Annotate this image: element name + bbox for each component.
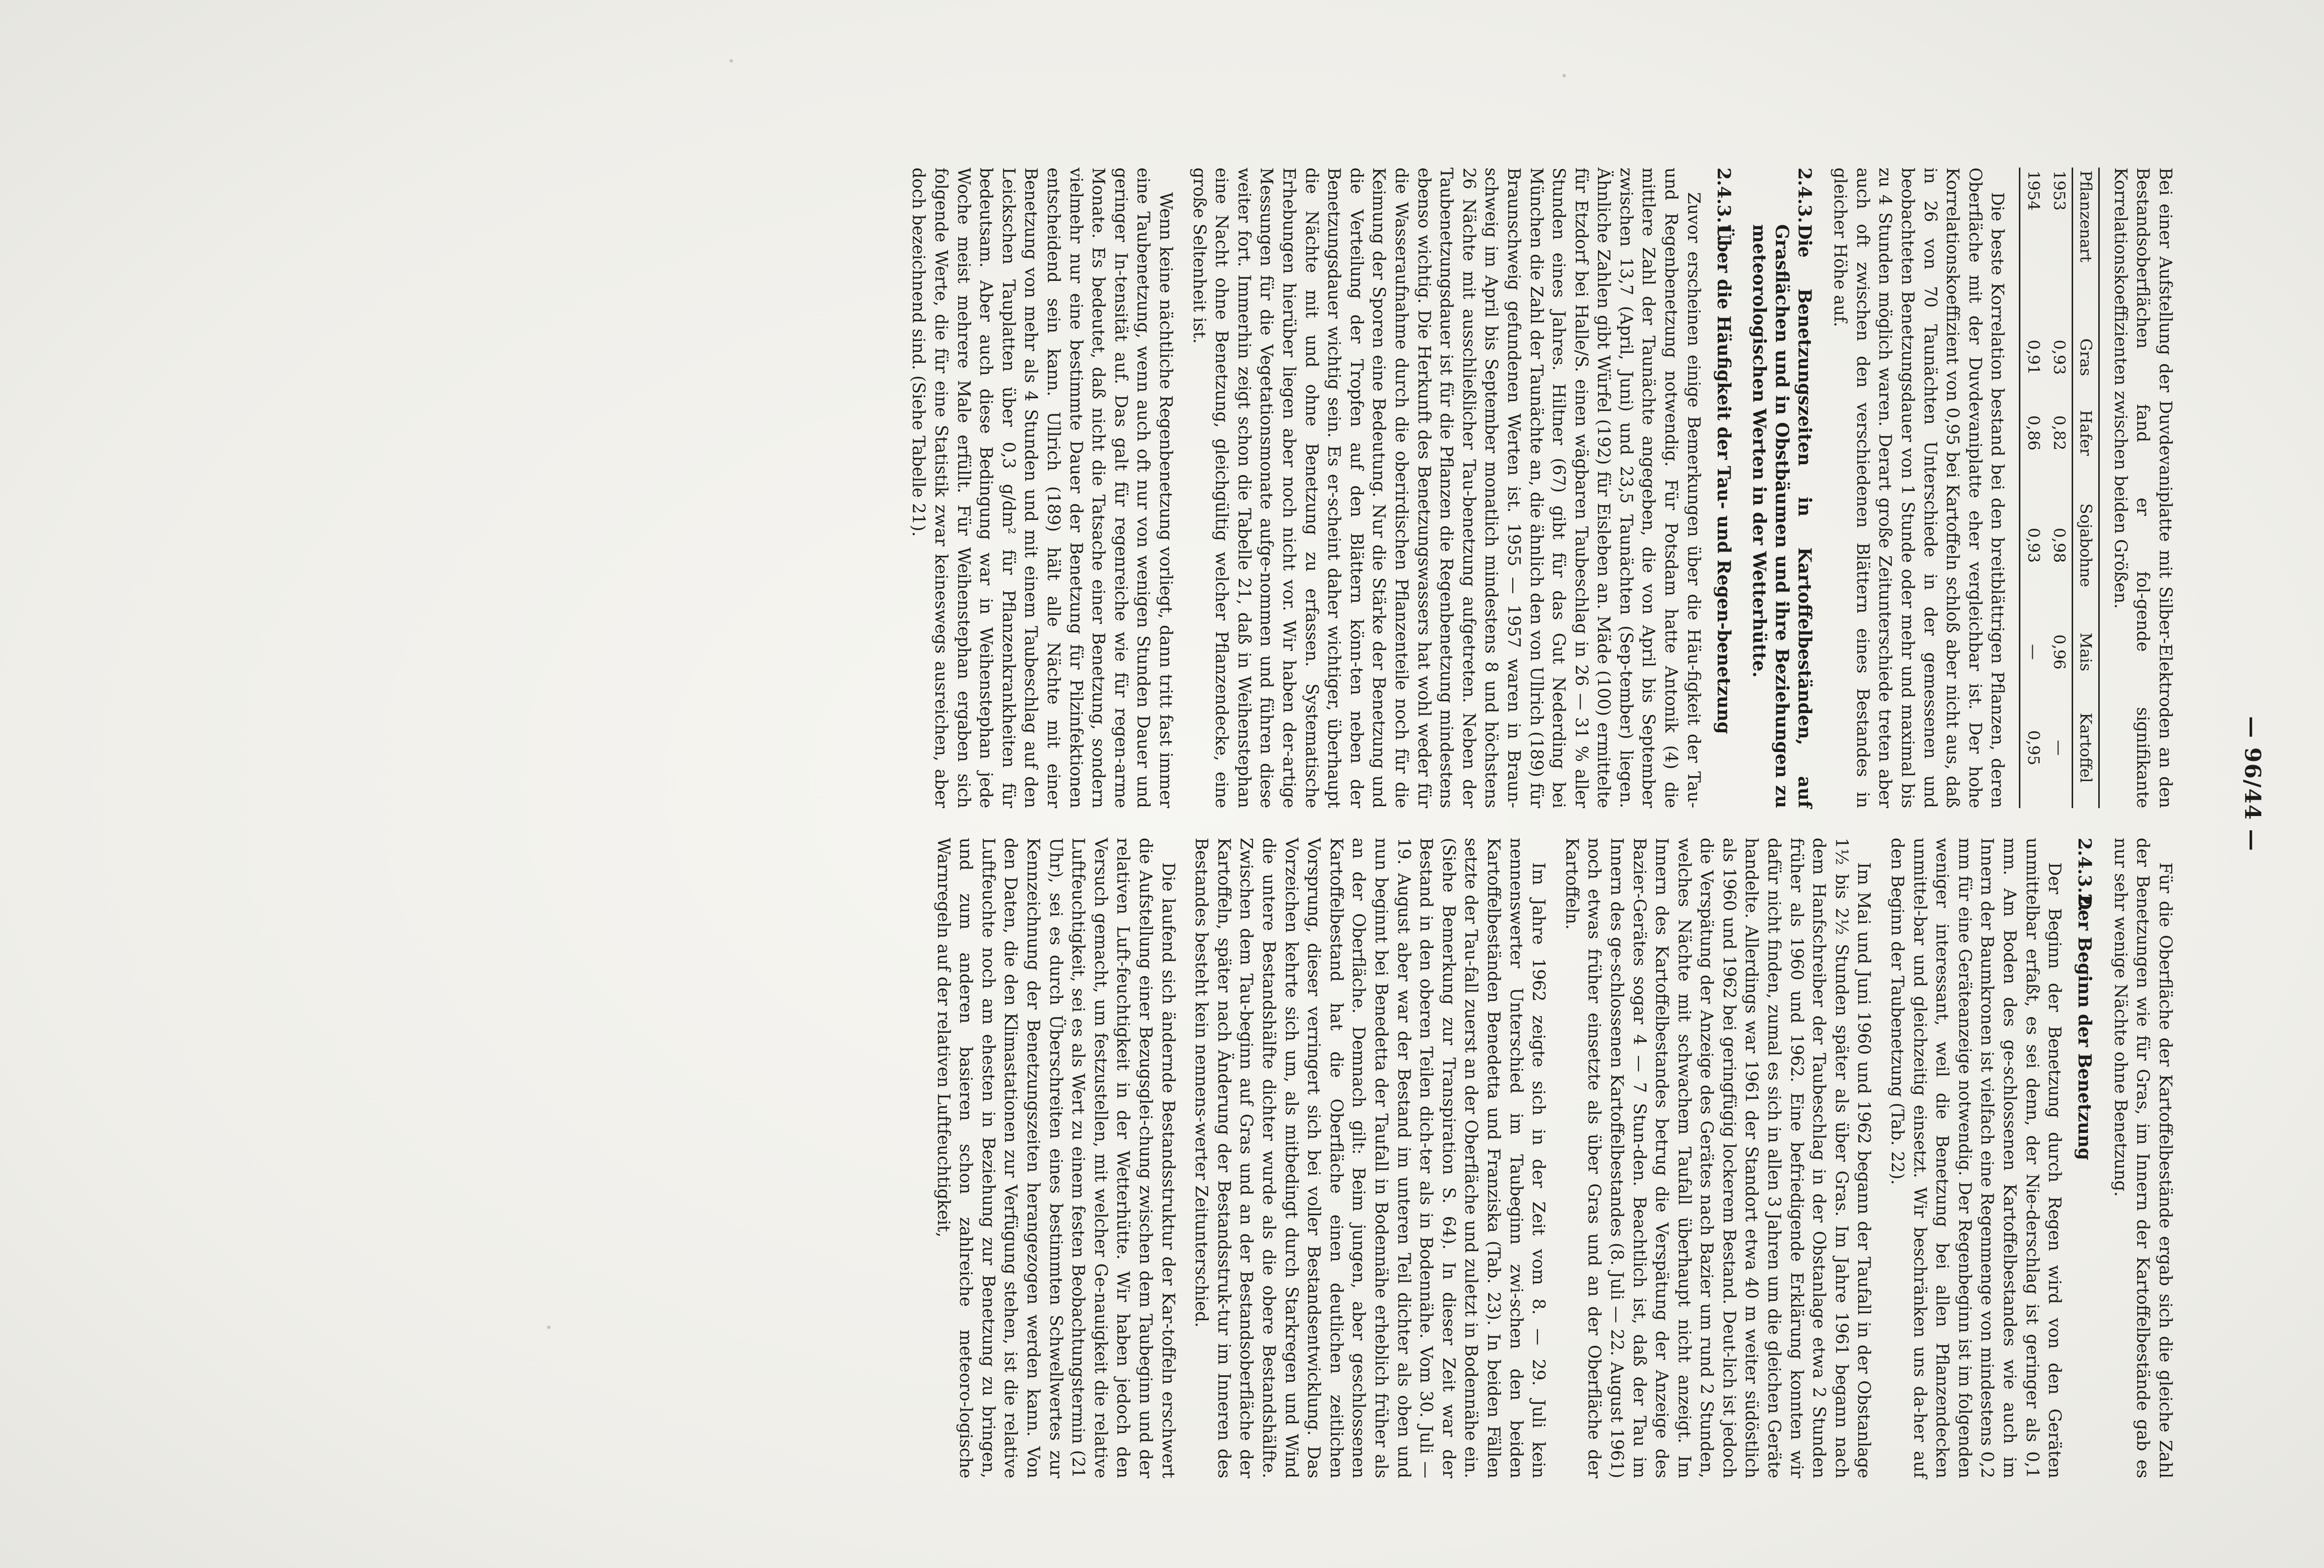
correlation-table (2019, 168, 2100, 808)
table-cell: — (2020, 616, 2046, 687)
table-cell: 1953 (2049, 170, 2069, 211)
section-number: 2.4.3.1. (1713, 168, 1734, 242)
section-heading-2-4-3 (1748, 168, 1816, 808)
section-heading-2-4-3-2 (2073, 838, 2096, 1478)
table-cell: 0,86 (2020, 392, 2046, 474)
table-header-cell: Pflanzenart (2072, 168, 2099, 323)
table-header-cell: Mais (2072, 616, 2099, 687)
table-row (2020, 168, 2046, 808)
table-cell: 0,93 (2020, 474, 2046, 616)
section-title: Der Beginn der Benetzung (2074, 894, 2095, 1160)
table-header-cell: Sojabohne (2072, 474, 2099, 616)
section-title: Über die Häufigkeit der Tau- und Regen-benetzung (1713, 224, 1734, 734)
table-header-cell: Gras (2072, 323, 2099, 392)
paragraph-fuer: Für die Oberfläche der Kartoffelbestände ergab sich die gleiche Zahl der Benetzungen wie für Gras, im Innern der Kartoffelbestände gab es nur sehr wenige Nächte ohne Benetzung. (2110, 838, 2175, 1478)
table-cell: 0,98 (2049, 527, 2069, 563)
section-heading-2-4-3-1 (1712, 168, 1735, 808)
paragraph-intro: Bei einer Aufstellung der Duvdevaniplatte mit Silber-Elektroden an den Bestandsoberflächen fand er fol-gende signifikante Korrelationskoeffizienten zwischen beiden Größen. (2110, 168, 2175, 808)
page-number: — 96/44 — (2240, 716, 2265, 852)
left-column (904, 168, 2176, 808)
table-header-cell: Kartoffel (2072, 687, 2099, 808)
table-cell: 0,93 (2049, 340, 2069, 375)
table-cell: — (2049, 740, 2069, 756)
section-number: 2.4.3. (1794, 168, 1815, 223)
table-row (2046, 168, 2072, 808)
table-header-row (2072, 168, 2099, 808)
table-header-cell: Hafer (2072, 392, 2099, 474)
paragraph-laufend: Die laufend sich ändernde Bestandsstruktur der Kar-toffeln erschwert die Aufstellung einer Bezugsglei-chung zwischen dem Taubeginn und der relativen Luft-feuchtigkeit in der Wetterhütte. Wir haben jedoch den Versuch gemacht, um festzustellen, mit welcher Ge-nauigkeit die relative Luftfeuchtigkeit, sei es als Wert zu einem festen Beobachtungstermin (21 Uhr), sei es durch Überschreiten eines bestimmten Schwellwertes zur Kennzeichnung der Benetzungszeiten herangezogen werden kann. Von den Daten, die den Klimastationen zur Verfügung stehen, ist die relative Luftfeuchte noch am ehesten in Beziehung zur Benetzung zu bringen, und zum anderen basieren schon zahlreiche meteoro-logische Warnregeln auf der relativen Luftfeuchtigkeit, (933, 838, 1178, 1478)
paragraph-1962: Im Jahre 1962 zeigte sich in der Zeit vom 8. — 29. Juli kein nennenswerter Unterschied im Taubeginn zwi-schen den beiden Kartoffelbeständen Benedetta und Franziska (Tab. 23). In beiden Fällen setzte der Tau-fall zuerst an der Oberfläche und zuletzt in Bodennähe ein. (Siehe Bemerkung zur Transpiration S. 64). In dieser Zeit war der Bestand in den oberen Teilen dich-ter als in Bodennähe. Vom 30. Juli — 19. August aber war der Bestand im unteren Teil dichter als oben und nun beginnt bei Benedetta der Taufall in Bodennähe erheblich früher als an der Oberfläche. Demnach gilt: Beim jungen, aber geschlossenen Kartoffelbestand hat die Oberfläche einen deutlichen zeitlichen Vorsprung, dieser verringert sich bei voller Bestandsentwicklung. Das Vorzeichen kehrte sich um, als mitbedingt durch Starkregen und Wind die untere Bestandshälfte dichter wurde als die obere Bestandshälfte. Zwischen dem Tau-beginn auf Gras und an der Bestandsoberfläche der Kartoffeln, später nach Änderung der Bestandsstruk-tur im Inneren des Bestandes besteht kein nennens-werter Zeitunterschied. (1191, 838, 1549, 1478)
table-cell: 1954 (2020, 168, 2046, 323)
table-cell: 0,91 (2020, 323, 2046, 392)
section-title: Die Benetzungszeiten in Kartoffelbeständen, auf Grasflächen und in Obstbäumen und ihre Beziehungen zu meteorologischen Werten in der Wetterhütte. (1748, 224, 1815, 808)
paragraph-beginn: Der Beginn der Benetzung durch Regen wird von den Geräten unmittelbar erfaßt, es sei denn, der Nie-derschlag ist geringer als 0,1 mm. Am Boden des ge-schlossenen Kartoffelbestandes wie auch im Innern der Baumkronen ist vielfach eine Regenmenge von mindestens 0,2 mm für eine Geräteanzeige notwendig. Der Regenbeginn ist im folgenden weniger interessant, weil die Benetzung bei allen Pflanzendecken unmittel-bar und gleichzeitig einsetzt. Wir beschränken uns da-her auf den Beginn der Taubenetzung (Tab. 22). (1887, 838, 2065, 1478)
paragraph-korrelation: Die beste Korrelation bestand bei den breitblättrigen Pflanzen, deren Oberfläche mit der Duvdevaniplatte eher vergleichbar ist. Der hohe Korrelationskoeffizient von 0,95 bei Kartoffeln schloß aber nicht aus, daß in 26 von 70 Taunächten Unterschiede in der gemessenen und beobachteten Benetzungsdauer von 1 Stunde oder mehr und maximal bis zu 4 Stunden möglich waren. Derart große Zeitunterschiede treten aber auch oft zwischen den verschiedenen Blättern eines Bestandes in gleicher Höhe auf. (1830, 168, 2008, 808)
paragraph-wenn: Wenn keine nächtliche Regenbenetzung vorliegt, dann tritt fast immer eine Taubenetzung, wenn auch oft nur von wenigen Stunden Dauer und geringer In-tensität auf. Das galt für regenreiche wie für regen-arme Monate. Es bedeutet, daß nicht die Tatsache einer Benetzung, sondern vielmehr nur eine bestimmte Dauer der Benetzung für Pilzinfektionen entscheidend sein kann. Ullrich (189) hält alle Nächte mit einer Benetzung von mehr als 4 Stunden und mit einem Taubeschlag auf den Leickschen Tauplatten über 0,3 g/dm² für Pflanzenkrankheiten für bedeutsam. Aber auch diese Bedingung war in Weihenstephan jede Woche meist mehrere Male erfüllt. Für Weihenstephan ergaben sich folgende Werte, die für eine Statistik zwar keineswegs ausreichen, aber doch bezeichnend sind. (Siehe Tabelle 21). (908, 168, 1176, 808)
table-cell: 0,82 (2049, 415, 2069, 451)
table-cell: 0,96 (2049, 634, 2069, 670)
paragraph-mai: Im Mai und Juni 1960 und 1962 begann der Taufall in der Obstanlage 1½ bis 2½ Stunden später als über Gras. Im Jahre 1961 begann nach dem Hanfschreiber der Taubeschlag in der Obstanlage etwa 2 Stunden früher als 1960 und 1962. Eine befriedigende Erklärung konnten wir dafür nicht finden, zumal es sich in allen 3 Jahren um die gleichen Geräte handelte. Allerdings war 1961 der Standort etwa 40 m weiter südöstlich als 1960 und 1962 bei geringfügig lockerem Bestand. Deut-lich ist jedoch die Verspätung der Anzeige des Gerätes nach Bazier um rund 2 Stunden, welches Nächte mit schwachem Taufall überhaupt nicht anzeigt. Im Innern des Kartoffelbestandes betrug die Verspätung der Anzeige des Bazier-Gerätes sogar 4 — 7 Stun-den. Beachtlich ist, daß der Tau im Innern des ge-schlossenen Kartoffelbestandes (8. Juli — 22. August 1961) noch etwas früher einsetzte als über Gras und an der Oberfläche der Kartoffeln. (1561, 838, 1874, 1478)
section-number: 2.4.3.2. (2074, 838, 2095, 912)
table-cell: 0,95 (2020, 687, 2046, 808)
right-column (929, 838, 2176, 1478)
paragraph-zuvor: Zuvor erscheinen einige Bemerkungen über die Häu-figkeit der Tau- und Regenbenetzung notwendig. Für Potsdam hatte Antonik (4) die mittlere Zahl der Taunächte angegeben, die von April bis September zwischen 13,7 (April, Juni) und 23,5 Taunächten (Sep-tember) liegen. Ähnliche Zahlen gibt Würfel (192) für Eisleben an. Mäde (100) ermittelte für Etzdorf bei Halle/S. einen wägbaren Taubeschlag in 26 — 31 % aller Stunden eines Jahres. Hiltner (67) gibt für das Gut Nederding bei München die Zahl der Taunächte an, die ähnlich den von Ullrich (189) für Braunschweig gefundenen Werten ist. 1955 — 1957 waren in Braun-schweig im April bis September monatlich mindestens 8 und höchstens 26 Nächte mit ausschließlicher Tau-benetzung aufgetreten. Neben der Taubenetzungsdauer ist für die Pflanzen die Regenbenetzung mindestens ebenso wichtig. Die Herkunft des Benetzungswassers hat wohl weder für die Wasseraufnahme durch die oberirdischen Pflanzenteile noch für die Keimung der Sporen eine Bedeutung. Nur die Stärke der Benetzung und die Verteilung der Tropfen auf den Blättern könn-ten neben der Benetzungsdauer wichtig sein. Es er-scheint daher wichtiger, überhaupt die Nächte mit und ohne Benetzung zu erfassen. Systematische Erhebungen hierüber liegen aber noch nicht vor. Wir haben der-artige Messungen für die Vegetationsmonate aufge-nommen und führen diese weiter fort. Immerhin zeigt schon die Tabelle 21, daß in Weihenstephan eine Nacht ohne Benetzung, gleichgültig welcher Pflanzendecke, eine große Seltenheit ist. (1189, 168, 1703, 808)
